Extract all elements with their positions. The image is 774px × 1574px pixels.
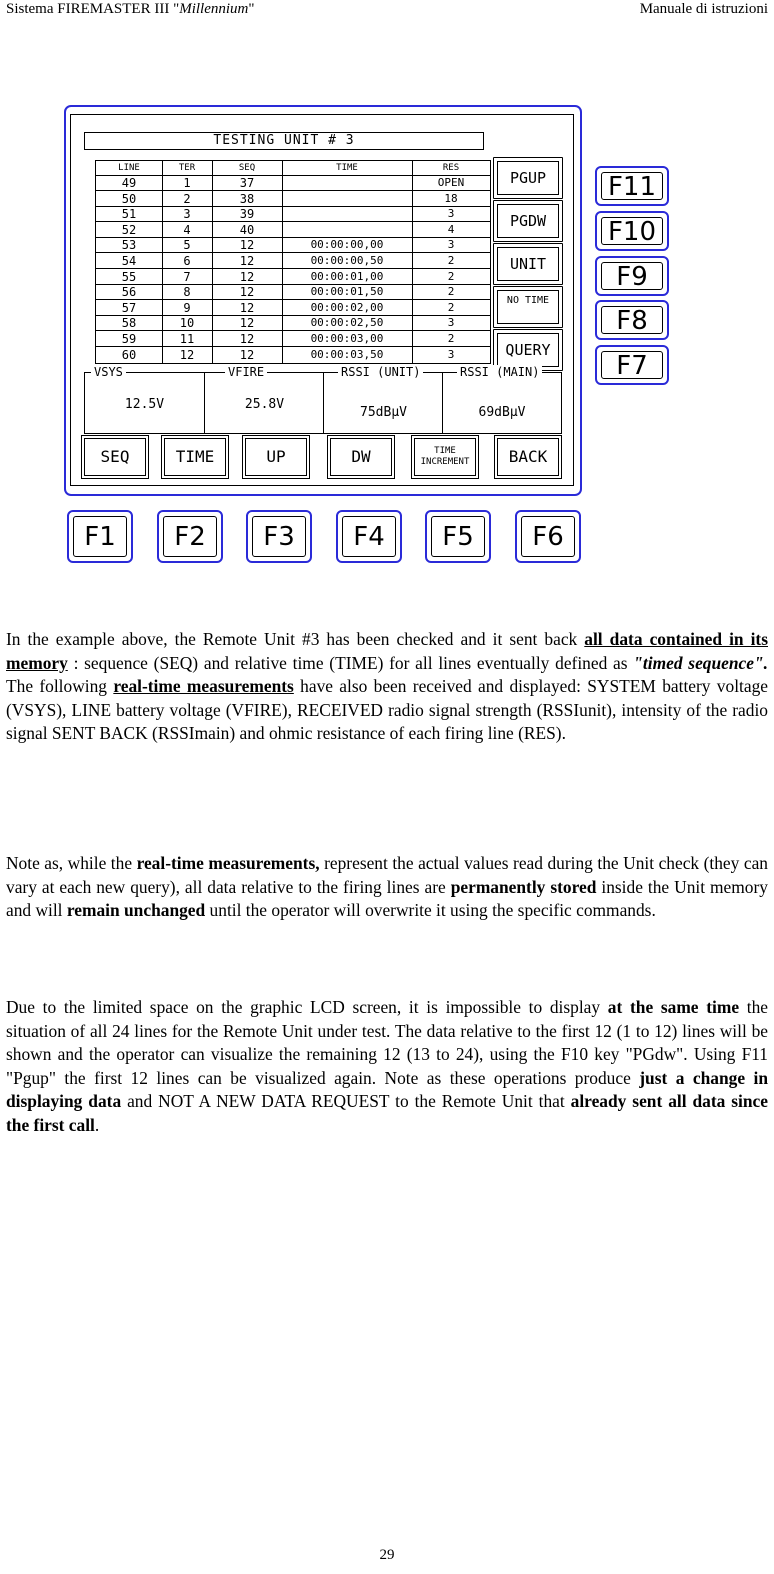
cell-time: 00:00:02,50 (310, 316, 384, 330)
rssi-unit-value: 75dBµV (360, 405, 407, 420)
cell-time: 00:00:01,00 (310, 269, 384, 283)
header-left-italic: Millennium (179, 1, 249, 17)
header-time: TIME (336, 163, 358, 173)
emphasis-permanently-stored: permanently stored (450, 876, 597, 897)
time-button[interactable]: TIME (164, 438, 226, 476)
dw-button[interactable]: DW (330, 438, 392, 476)
cell-line: 53 (121, 238, 137, 253)
table-row (96, 238, 490, 253)
emphasis-remain-unchanged: remain unchanged (66, 900, 206, 920)
lines-table (95, 160, 491, 364)
cell-ter: 9 (183, 300, 191, 315)
cell-ter: 10 (179, 316, 195, 331)
table-row (96, 332, 490, 347)
f8-key[interactable]: F8 (595, 300, 669, 340)
text-run: Due to the limited space on the graphic LCD screen, it is impossible to display (6, 997, 608, 1017)
cell-line: 52 (121, 222, 137, 237)
text-run: and NOT A NEW DATA REQUEST to the Remote Unit that (121, 1091, 571, 1111)
cell-time: 00:00:00,50 (310, 254, 384, 267)
table-divider (282, 161, 283, 363)
device-illustration (0, 0, 774, 580)
cell-seq: 12 (239, 254, 255, 268)
text-run: In the example above, the Remote Unit #3 has been checked and it sent back (6, 629, 585, 649)
f9-key[interactable]: F9 (595, 256, 669, 296)
header-ter: TER (178, 163, 196, 173)
cell-res: 2 (447, 269, 455, 283)
cell-time: 00:00:00,00 (310, 238, 384, 252)
cell-line: 59 (121, 332, 137, 346)
table-divider (212, 161, 213, 363)
cell-line: 51 (121, 207, 137, 222)
text-run: Note as, while the (6, 853, 137, 873)
seq-button[interactable]: SEQ (84, 438, 146, 476)
emphasis-already-sent: already sent all data since the first call (6, 1091, 768, 1135)
cell-res: 3 (447, 316, 455, 330)
running-header-right: Manuale di istruzioni (639, 1, 768, 17)
cell-time: 00:00:02,00 (310, 300, 384, 314)
emphasis-timed-sequence: "timed sequence". (633, 652, 768, 673)
measurements-panel (84, 365, 562, 434)
f6-key[interactable]: F6 (515, 510, 581, 563)
cell-seq: 38 (239, 191, 255, 206)
table-row (96, 270, 490, 285)
page-number: 29 (379, 1547, 395, 1563)
cell-ter: 3 (183, 207, 191, 222)
emphasis-change-displaying: just a change in displaying data (6, 1067, 769, 1111)
header-left-prefix: Sistema FIREMASTER III " (6, 1, 180, 17)
text-run: have also been received and displayed: SYSTEM battery voltage (VSYS), LINE battery voltage (VFIRE), RECEIVED radio signal strength (RSSIunit), intensity of the radio signal SENT BACK (RSSImain) and ohmic resistance of each firing line (RES). (6, 676, 768, 743)
cell-seq: 40 (239, 222, 255, 237)
vsys-value: 12.5V (124, 397, 165, 412)
cell-seq: 12 (239, 300, 255, 315)
cell-res: 2 (447, 332, 455, 345)
vfire-cell (204, 365, 324, 433)
cell-res: 4 (447, 222, 455, 236)
cell-ter: 11 (179, 332, 195, 346)
text-run: inside the Unit memory and will (6, 876, 768, 920)
cell-time: 00:00:03,00 (310, 332, 384, 345)
cell-line: 50 (121, 191, 137, 206)
text-run: . (94, 1114, 100, 1135)
table-row (96, 285, 490, 300)
cell-res: OPEN (437, 176, 465, 189)
cell-seq: 39 (239, 207, 255, 222)
header-left-suffix: " (248, 1, 255, 17)
cell-res: 3 (447, 347, 455, 361)
table-row (96, 176, 490, 191)
emphasis-same-time: at the same time (607, 997, 740, 1017)
f10-key[interactable]: F10 (595, 211, 669, 251)
emphasis-all-data: all data contained in its memory (6, 629, 768, 673)
text-run: represent the actual values read during the Unit check (they can vary at each new query), all data relative to the firing lines are (6, 853, 768, 897)
f7-key[interactable]: F7 (595, 345, 669, 385)
cell-seq: 12 (239, 316, 255, 331)
table-row (96, 301, 490, 316)
header-seq: SEQ (238, 163, 256, 173)
no-time-button[interactable]: NO TIME (497, 290, 559, 324)
time-increment-button[interactable]: TIME INCREMENT (414, 438, 476, 476)
table-divider (162, 161, 163, 363)
cell-res: 2 (447, 254, 455, 267)
cell-seq: 37 (239, 176, 255, 190)
f2-key[interactable]: F2 (157, 510, 223, 563)
table-row (96, 316, 490, 331)
emphasis-real-time: real-time measurements (113, 676, 294, 696)
rssi-unit-cell (323, 365, 443, 433)
header-line: LINE (118, 163, 140, 173)
cell-seq: 12 (239, 238, 255, 253)
table-divider (412, 161, 413, 363)
vfire-value: 25.8V (244, 397, 285, 412)
cell-ter: 2 (183, 191, 191, 206)
f1-key[interactable]: F1 (67, 510, 133, 563)
back-button[interactable]: BACK (497, 438, 559, 476)
cell-ter: 7 (183, 269, 191, 284)
cell-line: 56 (121, 285, 137, 300)
rssi-unit-label: RSSI (UNIT) (338, 365, 423, 379)
text-run: : sequence (SEQ) and relative time (TIME) for all lines eventually defined as (67, 652, 634, 673)
lcd-title: TESTING UNIT # 3 (84, 132, 484, 150)
cell-ter: 12 (179, 347, 195, 362)
header-res: RES (442, 163, 460, 173)
cell-time: 00:00:01,50 (310, 285, 384, 299)
emphasis-real-time-measurements: real-time measurements, (136, 853, 320, 873)
cell-ter: 8 (183, 285, 191, 300)
rssi-main-value: 69dBµV (478, 405, 526, 420)
f3-key[interactable]: F3 (246, 510, 312, 563)
table-header (96, 161, 490, 176)
cell-seq: 12 (239, 269, 255, 284)
paragraph-1 (6, 628, 768, 746)
text-run: The following (6, 676, 114, 696)
cell-line: 58 (121, 316, 137, 331)
paragraph-3 (6, 996, 768, 1137)
cell-line: 60 (121, 347, 137, 362)
f11-key[interactable]: F11 (595, 166, 669, 206)
pgup-button[interactable]: PGUP (497, 161, 559, 195)
up-button[interactable]: UP (245, 438, 307, 476)
cell-ter: 5 (183, 238, 191, 253)
table-row (96, 207, 490, 222)
cell-line: 55 (121, 269, 137, 284)
text-run: until the operator will overwrite it using the specific commands. (205, 900, 656, 920)
cell-seq: 12 (239, 332, 255, 346)
cell-seq: 12 (239, 347, 255, 362)
cell-ter: 4 (183, 222, 191, 237)
f5-key[interactable]: F5 (425, 510, 491, 563)
vfire-label: VFIRE (225, 365, 267, 379)
vsys-label: VSYS (91, 365, 126, 379)
cell-res: 2 (447, 285, 455, 299)
cell-res: 3 (447, 207, 455, 221)
cell-ter: 1 (183, 176, 191, 190)
vsys-cell (85, 365, 204, 433)
table-row (96, 348, 490, 363)
cell-line: 54 (121, 254, 137, 268)
table-row (96, 192, 490, 207)
paragraph-2 (6, 852, 768, 923)
table-row (96, 223, 490, 238)
cell-seq: 12 (239, 285, 255, 300)
table-row (96, 254, 490, 269)
cell-res: 3 (447, 238, 455, 252)
cell-line: 57 (121, 300, 137, 315)
f4-key[interactable]: F4 (336, 510, 402, 563)
cell-res: 18 (444, 191, 458, 205)
text-run: the situation of all 24 lines for the Remote Unit under test. The data relative to the first 12 (1 to 12) lines will be shown and the operator can visualize the remaining 12 (13 to 24), using the F10 key "PGdw". Using F11 "Pgup" the first 12 lines can be visualized again. Note as these operations produce (6, 997, 769, 1088)
rssi-main-label: RSSI (MAIN) (457, 365, 542, 379)
cell-ter: 6 (183, 254, 191, 268)
cell-res: 2 (447, 300, 455, 314)
unit-button[interactable]: UNIT (497, 247, 559, 281)
cell-line: 49 (121, 176, 137, 190)
cell-time: 00:00:03,50 (310, 347, 384, 361)
rssi-main-cell (442, 365, 561, 433)
pgdw-button[interactable]: PGDW (497, 204, 559, 238)
query-button[interactable]: QUERY (497, 333, 559, 367)
